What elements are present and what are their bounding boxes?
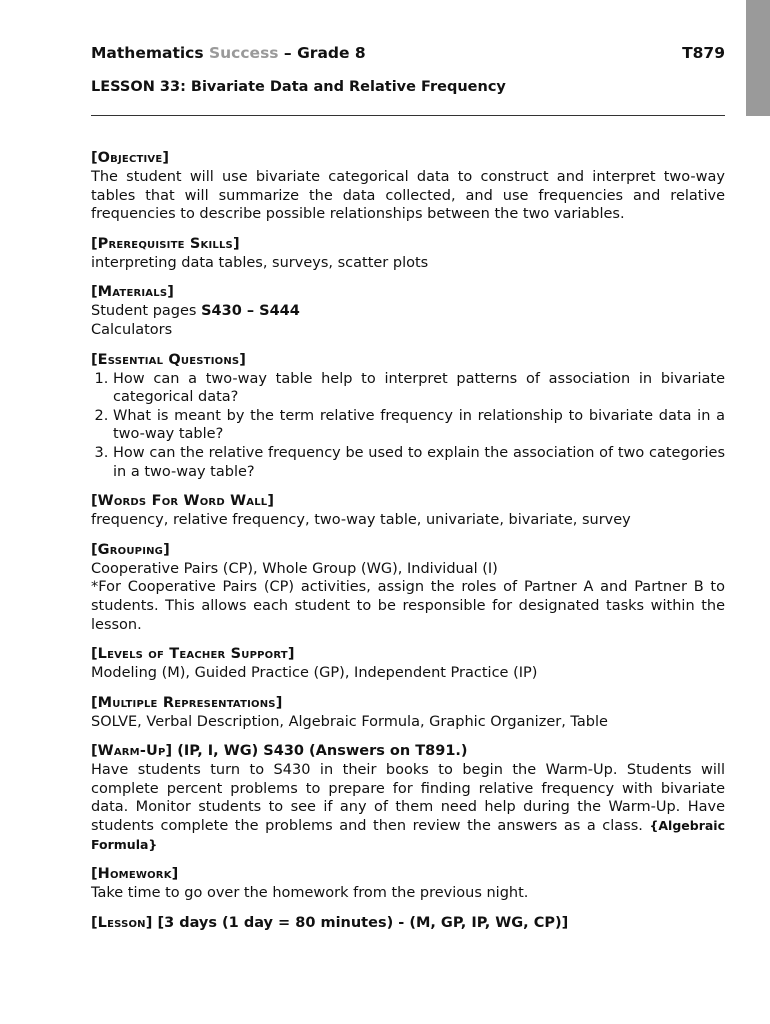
grouping-section <box>91 540 725 634</box>
word-wall-heading: [Words For Word Wall] <box>91 493 275 510</box>
grouping-text: Cooperative Pairs (CP), Whole Group (WG), Individual (I) <box>91 560 498 577</box>
representations-text: SOLVE, Verbal Description, Algebraic Formula, Graphic Organizer, Table <box>91 713 608 730</box>
word-wall-section <box>91 491 725 530</box>
teacher-support-heading: [Levels of Teacher Support] <box>91 646 295 663</box>
lesson-section <box>91 913 725 933</box>
page-edge-tab <box>746 0 770 116</box>
essential-questions-heading: [Essential Questions] <box>91 351 246 368</box>
representations-section <box>91 693 725 732</box>
prerequisite-heading: [Prerequisite Skills] <box>91 235 240 252</box>
lesson-heading: [Lesson] [3 days (1 day = 80 minutes) - (M, GP, IP, WG, CP)] <box>91 914 569 931</box>
materials-section <box>91 282 725 339</box>
header-divider <box>91 115 725 116</box>
document-page <box>91 42 725 943</box>
representations-heading: [Multiple Representations] <box>91 694 283 711</box>
grouping-heading: [Grouping] <box>91 541 170 558</box>
homework-heading: [Homework] <box>91 866 179 883</box>
materials-student-pages: Student pages S430 – S444 <box>91 303 300 320</box>
document-body <box>91 148 725 933</box>
objective-heading: [Objective] <box>91 150 170 166</box>
essential-question: 2. What is meant by the term relative frequency in relationship to bivariate data in a two-way table? <box>113 407 725 444</box>
running-header <box>91 42 725 64</box>
materials-heading: [Materials] <box>91 284 174 301</box>
grouping-note: *For Cooperative Pairs (CP) activities, assign the roles of Partner A and Partner B to students. This allows each student to be responsible for designated tasks within the lesson. <box>91 579 725 633</box>
word-wall-text: frequency, relative frequency, two-way table, univariate, bivariate, survey <box>91 512 631 529</box>
prerequisite-section <box>91 234 725 273</box>
lesson-title: LESSON 33: Bivariate Data and Relative Frequency <box>91 79 506 95</box>
teacher-support-section <box>91 644 725 683</box>
teacher-support-text: Modeling (M), Guided Practice (GP), Independent Practice (IP) <box>91 665 538 682</box>
warm-up-tag: {Algebraic Formula} <box>91 818 725 852</box>
objective-section <box>91 148 725 224</box>
book-title: Mathematics Success – Grade 8 <box>91 44 366 62</box>
essential-question: 1. How can a two-way table help to interpret patterns of association in bivariate categorical data? <box>113 370 725 407</box>
book-title-success: Success <box>208 44 279 62</box>
warm-up-section <box>91 741 725 854</box>
essential-questions-section <box>91 350 725 482</box>
objective-text: The student will use bivariate categorical data to construct and interpret two-way tables that will summarize the data collected, and use frequencies and relative frequencies to describe possible relationships between the two variables. <box>91 169 725 223</box>
homework-text: Take time to go over the homework from the previous night. <box>91 885 529 902</box>
homework-section <box>91 864 725 903</box>
warm-up-heading: [Warm-Up] (IP, I, WG) S430 (Answers on T891.) <box>91 743 468 760</box>
warm-up-text: Have students turn to S430 in their books to begin the Warm-Up. Students will complete percent problems to prepare for finding relative frequency with bivariate data. Monitor students to see if any of them need help during the Warm-Up. Have students complete the problems and then review the answers as a class. {Algebraic Formula} <box>91 762 725 852</box>
materials-calculators: Calculators <box>91 321 173 338</box>
essential-questions-list <box>91 370 725 482</box>
page-code: T879 <box>682 44 725 62</box>
essential-question: 3. How can the relative frequency be used to explain the association of two categories in a two-way table? <box>113 444 725 481</box>
prerequisite-text: interpreting data tables, surveys, scatter plots <box>91 254 429 271</box>
